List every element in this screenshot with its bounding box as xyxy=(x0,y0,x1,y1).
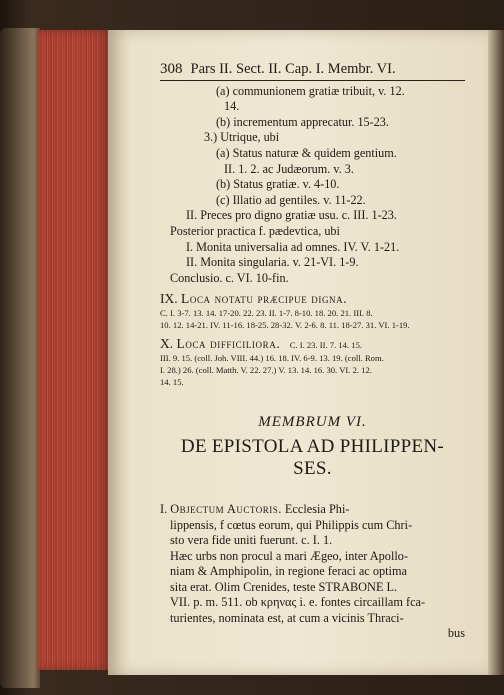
outline-line: 3.) Utrique, ubi xyxy=(204,130,280,145)
chapter-title-line: SES. xyxy=(293,458,332,480)
outline-line: II. Preces pro digno gratiæ usu. c. III. 1-23. xyxy=(186,208,397,223)
chapter-title xyxy=(160,436,465,480)
outline-line: (b) incrementum apprecatur. 15-23. xyxy=(216,114,389,129)
membrum-heading: MEMBRUM VI. xyxy=(258,413,367,430)
outline-line: I. Monita universalia ad omnes. IV. V. 1-21. xyxy=(186,239,400,254)
running-title: Pars II. Sect. II. Cap. I. Membr. VI. xyxy=(190,61,396,77)
page-right-edge xyxy=(488,30,504,675)
body-line: Ecclesia Phi- xyxy=(284,502,350,517)
section-numeral: I. xyxy=(160,502,168,517)
header-rule xyxy=(160,80,465,81)
section-ix-refs xyxy=(160,307,465,331)
section-title: Loca notatu præcipue digna. xyxy=(181,291,348,307)
outline-line: (c) Illatio ad gentiles. v. 11-22. xyxy=(216,192,366,207)
body-line: VII. p. m. 511. ob κρηνας i. e. fontes circaillam fca- xyxy=(170,595,426,610)
outline-list xyxy=(160,84,465,287)
section-numeral: IX. xyxy=(160,291,178,307)
body-line: sto vera fide uniti fuerunt. c. I. 1. xyxy=(170,533,333,548)
body-line: turientes, nominata est, at cum a vicinis Thraci- xyxy=(170,610,404,625)
outline-line: (a) communionem gratiæ tribuit, v. 12. xyxy=(216,83,405,98)
outline-line: II. Monita singularia. v. 21-VI. 1-9. xyxy=(186,255,359,270)
section-x-heading xyxy=(160,336,465,352)
ref-line: 10. 12. 14-21. IV. 11-16. 18-25. 28-32. V. 2-6. 8. 11. 18-27. 31. VI. 1-19. xyxy=(160,320,410,331)
body-paragraph xyxy=(160,502,465,642)
outline-line: II. 1. 2. ac Judæorum. v. 3. xyxy=(224,161,354,176)
body-line: bus xyxy=(447,626,465,641)
body-line: lippensis, f cœtus eorum, qui Philippis cum Chri- xyxy=(170,517,413,532)
outline-line: (b) Status gratiæ. v. 4-10. xyxy=(216,177,340,192)
body-line: niam & Amphipolin, in regione feraci ac optima xyxy=(170,564,407,579)
ref-line: 14. 15. xyxy=(160,377,184,388)
page-number: 308 xyxy=(160,61,183,77)
page-edges-red xyxy=(38,30,110,670)
book-cover-edge xyxy=(0,28,40,688)
section-title: Objectum Auctoris. xyxy=(170,502,282,517)
running-header xyxy=(160,62,465,78)
body-line: Hæc urbs non procul a mari Ægeo, inter Apollo- xyxy=(170,548,409,563)
outline-line: Posterior practica f. pædevtica, ubi xyxy=(170,223,340,238)
section-x-refs xyxy=(160,352,465,389)
section-ix-heading xyxy=(160,291,465,307)
ref-line: III. 9. 15. (coll. Joh. VIII. 44.) 16. 18. IV. 6-9. 13. 19. (coll. Rom. xyxy=(160,352,384,363)
ref-line: I. 28.) 26. (coll. Matth. V. 22. 27.) V. 13. 14. 16. 30. VI. 2. 12. xyxy=(160,365,372,376)
body-line: sita erat. Olim Crenides, teste STRABONE L. xyxy=(170,579,398,594)
outline-line: Conclusio. c. VI. 10-fin. xyxy=(170,270,289,285)
ref-inline: C. I. 23. II. 7. 14. 15. xyxy=(289,340,363,351)
outline-line: (a) Status naturæ & quidem gentium. xyxy=(216,145,397,160)
chapter-title-line: DE EPISTOLA AD PHILIPPEN- xyxy=(180,436,445,458)
outline-line: 14. xyxy=(224,99,240,114)
ref-line: C. I. 3-7. 13. 14. 17-20. 22. 23. II. 1-7. 8-10. 18. 20. 21. III. 8. xyxy=(160,307,373,318)
page-content xyxy=(160,62,465,642)
section-numeral: X. xyxy=(160,336,174,352)
section-title: Loca difficiliora. xyxy=(176,336,281,352)
